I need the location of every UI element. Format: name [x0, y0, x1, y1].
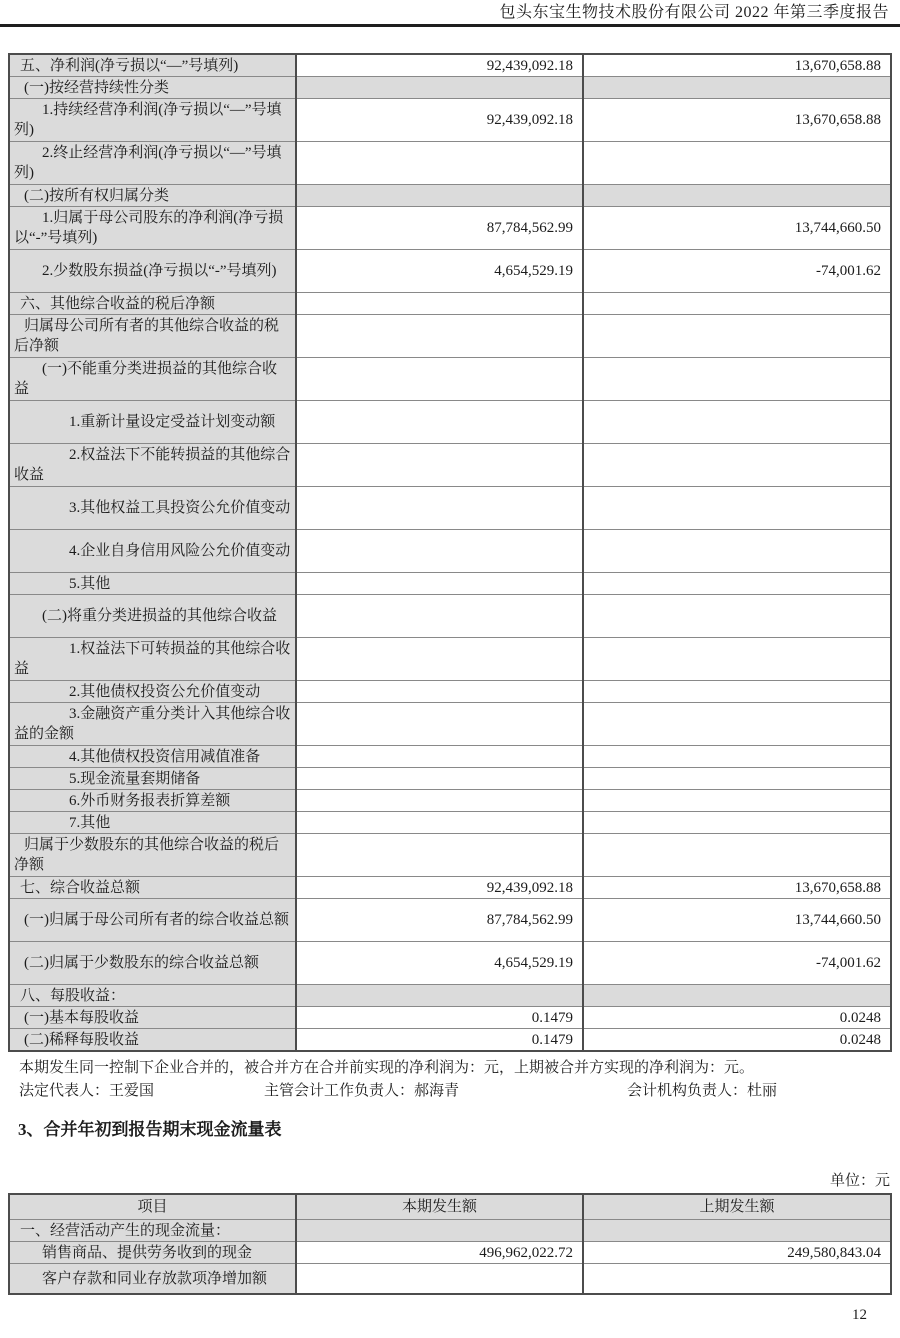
current-period-value	[296, 573, 583, 595]
previous-period-value	[583, 985, 891, 1007]
table-row	[9, 768, 891, 790]
previous-period-value: 0.0248	[583, 1007, 891, 1029]
table-row	[9, 142, 891, 185]
current-period-value: 4,654,529.19	[296, 942, 583, 985]
previous-period-value	[583, 530, 891, 573]
current-period-value	[296, 315, 583, 358]
section-title: 3、合并年初到报告期末现金流量表	[18, 1120, 282, 1139]
page-number: 12	[852, 1307, 867, 1323]
current-period-value: 0.1479	[296, 1029, 583, 1052]
current-period-value	[296, 681, 583, 703]
current-period-value	[296, 746, 583, 768]
previous-period-value	[583, 681, 891, 703]
cashflow-statement-table	[8, 1193, 892, 1295]
current-period-value	[296, 358, 583, 401]
row-label: 4.企业自身信用风险公允价值变动	[9, 530, 296, 573]
row-label: 5.现金流量套期储备	[9, 768, 296, 790]
table-row	[9, 877, 891, 899]
row-label: 5.其他	[9, 573, 296, 595]
table-row	[9, 985, 891, 1007]
current-period-value	[296, 293, 583, 315]
table-row	[9, 1220, 891, 1242]
row-label: (一)归属于母公司所有者的综合收益总额	[9, 899, 296, 942]
current-period-value: 92,439,092.18	[296, 54, 583, 77]
table-row	[9, 1007, 891, 1029]
table-row	[9, 487, 891, 530]
table-row	[9, 358, 891, 401]
current-period-value	[296, 790, 583, 812]
row-label: 1.持续经营净利润(净亏损以“—”号填列)	[9, 99, 296, 142]
table-row	[9, 899, 891, 942]
unit-label: 单位：元	[829, 1173, 890, 1189]
table-row	[9, 573, 891, 595]
previous-period-value: -74,001.62	[583, 942, 891, 985]
table-row	[9, 207, 891, 250]
row-label: 1.重新计量设定受益计划变动额	[9, 401, 296, 444]
row-label: 归属于少数股东的其他综合收益的税后净额	[9, 834, 296, 877]
row-label: 7.其他	[9, 812, 296, 834]
previous-period-value: 13,670,658.88	[583, 54, 891, 77]
signers-line	[0, 1081, 900, 1101]
previous-period-value	[583, 834, 891, 877]
table-row	[9, 595, 891, 638]
previous-period-value	[583, 573, 891, 595]
previous-period-value	[583, 595, 891, 638]
previous-period-value: 13,670,658.88	[583, 877, 891, 899]
document-header	[0, 3, 889, 23]
row-label: 1.归属于母公司股东的净利润(净亏损以“-”号填列)	[9, 207, 296, 250]
current-period-value	[296, 487, 583, 530]
row-label: 6.外币财务报表折算差额	[9, 790, 296, 812]
current-period-value	[296, 401, 583, 444]
table-row	[9, 681, 891, 703]
row-label: (一)按经营持续性分类	[9, 77, 296, 99]
current-period-value	[296, 77, 583, 99]
previous-period-value	[583, 1264, 891, 1295]
income-statement-table	[8, 53, 892, 1052]
row-label: 2.权益法下不能转损益的其他综合收益	[9, 444, 296, 487]
previous-period-value	[583, 638, 891, 681]
table-row	[9, 401, 891, 444]
report-title: 包头东宝生物技术股份有限公司 2022 年第三季度报告	[499, 4, 889, 21]
row-label: 4.其他债权投资信用减值准备	[9, 746, 296, 768]
previous-period-value: 13,744,660.50	[583, 207, 891, 250]
current-period-value	[296, 185, 583, 207]
table-row	[9, 834, 891, 877]
row-label: 2.终止经营净利润(净亏损以“—”号填列)	[9, 142, 296, 185]
current-period-value	[296, 768, 583, 790]
row-label: (一)不能重分类进损益的其他综合收益	[9, 358, 296, 401]
row-label: (二)将重分类进损益的其他综合收益	[9, 595, 296, 638]
previous-period-value: -74,001.62	[583, 250, 891, 293]
previous-period-value: 13,744,660.50	[583, 899, 891, 942]
row-label: 七、综合收益总额	[9, 877, 296, 899]
previous-period-value	[583, 142, 891, 185]
row-label: 八、每股收益：	[9, 985, 296, 1007]
current-period-value	[296, 812, 583, 834]
row-label: 3.其他权益工具投资公允价值变动	[9, 487, 296, 530]
table-row	[9, 790, 891, 812]
table-row	[9, 703, 891, 746]
current-period-value	[296, 985, 583, 1007]
row-label: (一)基本每股收益	[9, 1007, 296, 1029]
previous-period-value: 13,670,658.88	[583, 99, 891, 142]
table-row	[9, 293, 891, 315]
previous-period-value	[583, 293, 891, 315]
previous-period-value	[583, 444, 891, 487]
previous-period-value	[583, 746, 891, 768]
table-row	[9, 444, 891, 487]
current-period-value	[296, 595, 583, 638]
current-period-value: 92,439,092.18	[296, 877, 583, 899]
table-row	[9, 54, 891, 77]
previous-period-value: 249,580,843.04	[583, 1242, 891, 1264]
table-row	[9, 1242, 891, 1264]
table-row	[9, 99, 891, 142]
row-label: 客户存款和同业存放款项净增加额	[9, 1264, 296, 1295]
row-label: 2.其他债权投资公允价值变动	[9, 681, 296, 703]
row-label: (二)稀释每股收益	[9, 1029, 296, 1052]
current-period-value: 92,439,092.18	[296, 99, 583, 142]
column-header-current-period: 本期发生额	[296, 1194, 583, 1220]
row-label: (二)归属于少数股东的综合收益总额	[9, 942, 296, 985]
current-period-value	[296, 1220, 583, 1242]
previous-period-value	[583, 315, 891, 358]
row-label: 六、其他综合收益的税后净额	[9, 293, 296, 315]
row-label: 3.金融资产重分类计入其他综合收益的金额	[9, 703, 296, 746]
table-row	[9, 250, 891, 293]
previous-period-value	[583, 768, 891, 790]
current-period-value: 87,784,562.99	[296, 207, 583, 250]
accounting-org-head: 会计机构负责人：杜丽	[627, 1083, 778, 1099]
table-row	[9, 812, 891, 834]
current-period-value	[296, 444, 583, 487]
current-period-value: 0.1479	[296, 1007, 583, 1029]
table-row	[9, 1264, 891, 1295]
header-rule	[0, 24, 900, 27]
current-period-value	[296, 703, 583, 746]
previous-period-value	[583, 401, 891, 444]
column-header-previous-period: 上期发生额	[583, 1194, 891, 1220]
previous-period-value	[583, 790, 891, 812]
table-row	[9, 530, 891, 573]
previous-period-value	[583, 812, 891, 834]
table-row	[9, 315, 891, 358]
current-period-value	[296, 530, 583, 573]
current-period-value	[296, 638, 583, 681]
row-label: 销售商品、提供劳务收到的现金	[9, 1242, 296, 1264]
table-row	[9, 638, 891, 681]
table-row	[9, 77, 891, 99]
previous-period-value	[583, 185, 891, 207]
previous-period-value	[583, 703, 891, 746]
table-row	[9, 1029, 891, 1052]
row-label: 2.少数股东损益(净亏损以“-”号填列)	[9, 250, 296, 293]
table-row	[9, 746, 891, 768]
row-label: 五、净利润(净亏损以“—”号填列)	[9, 54, 296, 77]
chief-accountant: 主管会计工作负责人：郝海青	[264, 1083, 460, 1099]
current-period-value: 87,784,562.99	[296, 899, 583, 942]
legal-representative: 法定代表人：王爱国	[19, 1083, 155, 1099]
cashflow-statement-body	[9, 1220, 891, 1295]
row-label: 一、经营活动产生的现金流量：	[9, 1220, 296, 1242]
current-period-value	[296, 834, 583, 877]
table-header-row	[9, 1194, 891, 1220]
current-period-value: 4,654,529.19	[296, 250, 583, 293]
column-header-item: 项目	[9, 1194, 296, 1220]
table-row	[9, 942, 891, 985]
income-statement-body	[9, 54, 891, 1051]
row-label: 归属母公司所有者的其他综合收益的税后净额	[9, 315, 296, 358]
previous-period-value	[583, 487, 891, 530]
previous-period-value	[583, 77, 891, 99]
previous-period-value: 0.0248	[583, 1029, 891, 1052]
current-period-value: 496,962,022.72	[296, 1242, 583, 1264]
current-period-value	[296, 142, 583, 185]
row-label: (二)按所有权归属分类	[9, 185, 296, 207]
previous-period-value	[583, 358, 891, 401]
row-label: 1.权益法下可转损益的其他综合收益	[9, 638, 296, 681]
current-period-value	[296, 1264, 583, 1295]
merger-note: 本期发生同一控制下企业合并的，被合并方在合并前实现的净利润为：元，上期被合并方实现的净利润为：元。	[19, 1060, 755, 1076]
previous-period-value	[583, 1220, 891, 1242]
table-row	[9, 185, 891, 207]
